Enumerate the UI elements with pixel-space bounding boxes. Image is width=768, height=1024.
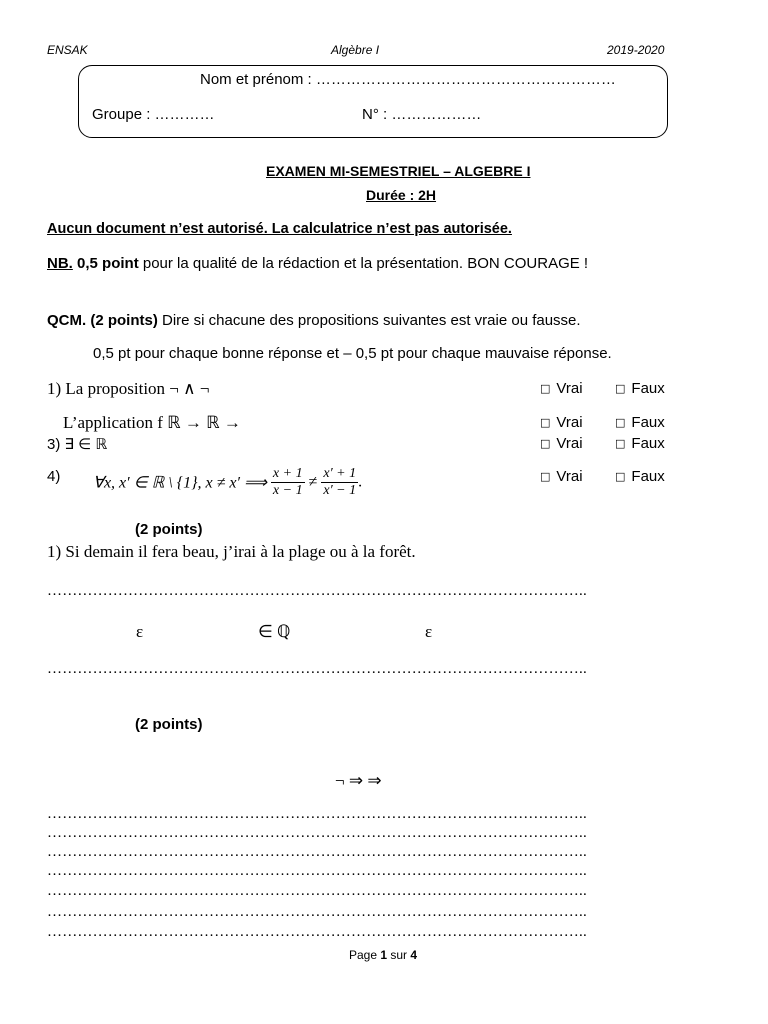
- checkbox-icon: □: [615, 416, 626, 429]
- exercise-1-epsilon-a: ε: [136, 622, 144, 641]
- nb-line: [47, 255, 588, 272]
- qcm-item-4-faux[interactable]: □ Faux: [615, 468, 665, 485]
- qcm-item-3-faux[interactable]: □ Faux: [615, 435, 665, 452]
- fraction-1: $\frac{x + 1}{x - 1}$: [272, 466, 303, 498]
- qcm-label: QCM.: [47, 312, 87, 329]
- exercise-2-points: (2 points): [135, 716, 203, 733]
- answer-line[interactable]: ……………………………………………………………………………………………..: [47, 883, 587, 899]
- answer-line[interactable]: ……………………………………………………………………………………………..: [47, 806, 587, 822]
- exercise-2-formula: ¬ ⇒ ⇒: [335, 771, 382, 790]
- nb-points: 0,5 point: [77, 255, 139, 272]
- qcm-item-3-vrai[interactable]: □ Vrai: [540, 435, 583, 452]
- checkbox-icon: □: [540, 416, 551, 429]
- number-field[interactable]: N° : ………………: [362, 106, 482, 123]
- exercise-1-sentence: 1) Si demain il fera beau, j’irai à la plage ou à la forêt.: [47, 542, 416, 561]
- fraction-2: $\frac{x' + 1}{x' - 1}$: [323, 466, 357, 498]
- checkbox-icon: □: [540, 470, 551, 483]
- qcm-item-2-vrai[interactable]: □ Vrai: [540, 414, 583, 431]
- qcm-heading: [47, 312, 581, 329]
- qcm-item-4-label: 4): [47, 468, 61, 485]
- formula-neq: ≠: [308, 473, 318, 491]
- nb-text: pour la qualité de la rédaction et la présentation. BON COURAGE !: [138, 255, 589, 272]
- answer-line[interactable]: ……………………………………………………………………………………………..: [47, 924, 587, 940]
- checkbox-icon: □: [540, 437, 551, 450]
- exercise-1-in-q: ∈ ℚ: [258, 622, 291, 641]
- exam-title: EXAMEN MI-SEMESTRIEL – ALGEBRE I: [266, 163, 531, 179]
- qcm-instruction: Dire si chacune des propositions suivantes est vraie ou fausse.: [157, 312, 581, 329]
- qcm-item-1-text: 1) La proposition ¬ ∧ ¬: [47, 379, 210, 398]
- answer-line[interactable]: ……………………………………………………………………………………………..: [47, 844, 587, 860]
- qcm-scoring: 0,5 pt pour chaque bonne réponse et – 0,5 pt pour chaque mauvaise réponse.: [93, 345, 612, 362]
- checkbox-icon: □: [615, 382, 626, 395]
- page-total: 4: [410, 948, 418, 962]
- page-footer: Page 1 sur 4: [349, 948, 418, 962]
- qcm-points: (2 points): [90, 312, 158, 329]
- group-field[interactable]: Groupe : …………: [92, 106, 215, 123]
- qcm-item-3-text: 3) ∃ ∈ ℝ: [47, 436, 108, 453]
- header-right: 2019-2020: [607, 43, 665, 57]
- answer-line[interactable]: ……………………………………………………………………………………………..: [47, 863, 587, 879]
- qcm-item-2-text: L’application f ℝ → ℝ →: [63, 413, 241, 432]
- nb-label: NB.: [47, 255, 73, 272]
- qcm-item-1-vrai[interactable]: □ Vrai: [540, 380, 583, 397]
- answer-line[interactable]: ……………………………………………………………………………………………..: [47, 583, 587, 599]
- checkbox-icon: □: [540, 382, 551, 395]
- checkbox-icon: □: [615, 437, 626, 450]
- page-number: 1: [380, 948, 388, 962]
- checkbox-icon: □: [615, 470, 626, 483]
- qcm-item-4-vrai[interactable]: □ Vrai: [540, 468, 583, 485]
- exercise-1-points: (2 points): [135, 521, 203, 538]
- header-center: Algèbre I: [331, 43, 380, 57]
- rules-no-docs: Aucun document n’est autorisé. La calculatrice n’est pas autorisée.: [47, 221, 512, 237]
- exercise-1-epsilon-b: ε: [425, 622, 433, 641]
- answer-line[interactable]: ……………………………………………………………………………………………..: [47, 661, 587, 677]
- qcm-item-1-faux[interactable]: □ Faux: [615, 380, 665, 397]
- name-field[interactable]: Nom et prénom : ……………………………………………………: [200, 71, 616, 88]
- answer-line[interactable]: ……………………………………………………………………………………………..: [47, 904, 587, 920]
- header-left: ENSAK: [47, 43, 88, 57]
- exam-duration: Durée : 2H: [366, 187, 437, 203]
- qcm-item-4-formula: ∀x, x′ ∈ ℝ \ {1}, x ≠ x′ ⟹ $\frac{x + 1}{x - 1}$ ≠ $\frac{x' + 1}{x' - 1}$ .: [93, 466, 363, 498]
- answer-line[interactable]: ……………………………………………………………………………………………..: [47, 825, 587, 841]
- formula-lhs: ∀x, x′ ∈ ℝ \ {1}, x ≠ x′ ⟹: [93, 474, 267, 492]
- qcm-item-2-faux[interactable]: □ Faux: [615, 414, 665, 431]
